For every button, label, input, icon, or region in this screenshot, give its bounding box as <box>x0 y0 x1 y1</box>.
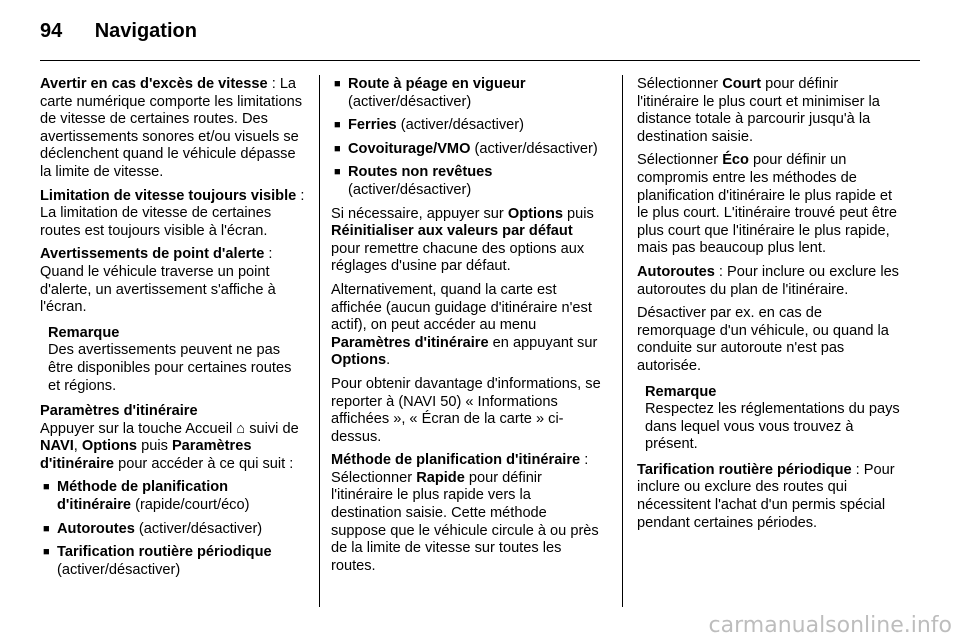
list-item: ■ Route à péage en vigueur (activer/désactiver) <box>334 76 526 110</box>
speed-limit-paragraph: Limitation de vitesse toujours visible : La limitation de vitesse de certaines routes est toujours visible à l'écran. <box>40 187 305 239</box>
reset-paragraph: Si nécessaire, appuyer sur Options puis Réinitialiser aux valeurs par défaut pour remettre chacune des options aux réglages d'usine par défaut. <box>331 205 594 275</box>
list-item: ■ Ferries (activer/désactiver) <box>334 117 525 134</box>
planning-method-paragraph: Méthode de planification d'itinéraire : Sélectionner Rapide pour définir l'itinéraire le plus rapide vers la destination saisie. Cette méthode suppose que le véhicule circule à ou près de la limite de vitesse sur toutes les routes. <box>331 452 599 574</box>
list-item: ■ Covoiturage/VMO (activer/désactiver) <box>334 140 598 157</box>
page-title: Navigation <box>94 20 197 42</box>
column-divider-1 <box>319 75 320 607</box>
home-icon: ⌂ <box>236 420 246 437</box>
column-2 <box>331 76 603 581</box>
note-text: Respectez les réglementations du pays dans lequel vous vous trouvez à présent. <box>645 401 900 453</box>
deactivate-paragraph: Désactiver par ex. en cas de remorquage d'un véhicule, ou quand la conduite sur autoroute n'est pas autorisée. <box>637 305 889 374</box>
note-text: Des avertissements peuvent ne pas être disponibles pour certaines routes et régions. <box>48 342 292 394</box>
eco-route-paragraph: Sélectionner Éco pour définir un compromis entre les méthodes de planification d'itinéraire le plus rapide et le plus court. L'itinéraire trouvé peut être plus court que l'itinéraire le plus rapide, mais pas beaucoup plus lent. <box>637 152 897 257</box>
column-3 <box>637 76 903 538</box>
bullet-icon: ■ <box>43 522 50 535</box>
page-number: 94 <box>40 20 63 42</box>
list-item: ■ Méthode de planification d'itinéraire (rapide/court/éco) <box>43 479 250 514</box>
route-settings-intro: Appuyer sur la touche Accueil ⌂ suivi de NAVI, Options puis Paramètres d'itinéraire pour accéder à ce qui suit : <box>40 420 299 472</box>
note-box <box>645 384 903 454</box>
bullet-icon: ■ <box>334 78 341 90</box>
short-route-paragraph: Sélectionner Court pour définir l'itinéraire le plus court et minimiser la distance totale à parcourir jusqu'à la destination saisie. <box>637 76 880 145</box>
note-title: Remarque <box>645 383 717 400</box>
alternative-paragraph: Alternativement, quand la carte est affichée (aucun guidage d'itinéraire n'est actif), on peut accéder au menu Paramètres d'itinéraire en appuyant sur Options. <box>331 281 598 369</box>
highways-paragraph: Autoroutes : Pour inclure ou exclure les autoroutes du plan de l'itinéraire. <box>637 263 899 298</box>
list-item: ■ Tarification routière périodique (activer/désactiver) <box>43 544 272 578</box>
route-options-list-1 <box>40 479 306 579</box>
column-divider-2 <box>622 75 623 607</box>
bullet-icon: ■ <box>334 166 341 179</box>
speed-warning-paragraph: Avertir en cas d'excès de vitesse : La carte numérique comporte les limitations de vitesse de certaines routes. Des avertissements sonores et/ou visuels se déclenchent quand le véhicule dépasse la limite de vitesse. <box>40 76 302 180</box>
bullet-icon: ■ <box>334 142 341 155</box>
column-1 <box>40 76 306 585</box>
list-item: ■ Routes non revêtues (activer/désactiver) <box>334 164 493 198</box>
route-options-list-2 <box>331 76 603 200</box>
page-header <box>40 20 197 46</box>
header-rule <box>40 60 920 61</box>
bullet-icon: ■ <box>43 481 50 494</box>
reference-paragraph: Pour obtenir davantage d'informations, se reporter à (NAVI 50) « Informations affichées », « Écran de la carte » ci-dessus. <box>331 375 601 445</box>
bullet-icon: ■ <box>43 546 50 559</box>
section-heading: Paramètres d'itinéraire <box>40 403 198 420</box>
bullet-icon: ■ <box>334 119 341 132</box>
list-item: ■ Autoroutes (activer/désactiver) <box>43 520 263 537</box>
alert-point-paragraph: Avertissements de point d'alerte : Quand le véhicule traverse un point d'alerte, un avertissement s'affiche à l'écran. <box>40 246 276 316</box>
note-title: Remarque <box>48 324 120 341</box>
periodic-toll-paragraph: Tarification routière périodique : Pour inclure ou exclure des routes qui nécessitent l'achat d'un permis spécial pendant certaines périodes. <box>637 461 895 531</box>
watermark: carmanualsonline.info <box>708 613 952 638</box>
note-box <box>48 325 306 395</box>
